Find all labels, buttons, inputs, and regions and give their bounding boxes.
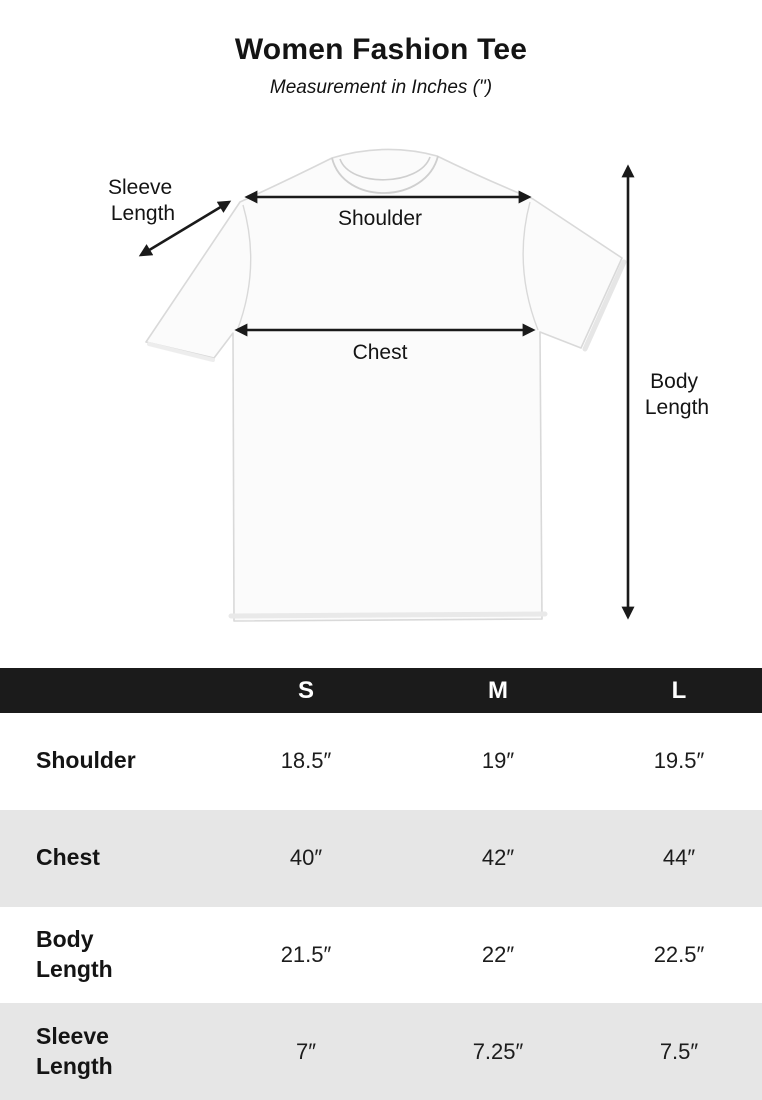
shoulder-s-value: 18.5″ <box>280 748 332 774</box>
page-subtitle: Measurement in Inches (") <box>269 76 493 98</box>
table-row-shoulder <box>0 713 762 810</box>
sleeve-length-s-value: 7″ <box>295 1038 317 1064</box>
row-label-sleeve-length: Sleeve Length <box>36 1022 113 1079</box>
sleeve-length-m-value: 7.25″ <box>472 1038 524 1064</box>
chest-label: Chest <box>352 341 408 364</box>
tshirt-measurement-diagram <box>0 118 762 668</box>
body-length-m-value: 22″ <box>481 941 515 967</box>
size-column-m: M <box>488 676 508 704</box>
chest-l-value: 44″ <box>662 845 696 871</box>
sleeve-length-label: Sleeve Length <box>107 176 176 225</box>
body-length-label: Body Length <box>644 370 710 419</box>
body-length-s-value: 21.5″ <box>280 941 332 967</box>
table-row-chest <box>0 810 762 907</box>
bottom-hem-shadow <box>231 614 545 616</box>
size-table-header <box>0 668 762 713</box>
size-table <box>0 668 762 1100</box>
row-label-chest: Chest <box>36 844 100 871</box>
sleeve-length-l-value: 7.5″ <box>659 1038 699 1064</box>
table-row-body-length <box>0 907 762 1004</box>
shoulder-l-value: 19.5″ <box>653 748 705 774</box>
chest-m-value: 42″ <box>481 845 515 871</box>
shoulder-label: Shoulder <box>337 207 423 230</box>
body-length-l-value: 22.5″ <box>653 941 705 967</box>
size-column-l: L <box>671 676 687 704</box>
size-column-s: S <box>297 676 314 704</box>
row-label-shoulder: Shoulder <box>36 747 136 774</box>
chest-s-value: 40″ <box>289 845 323 871</box>
shoulder-m-value: 19″ <box>481 748 515 774</box>
heading-block <box>0 0 762 118</box>
tshirt-diagram-svg <box>0 118 762 668</box>
table-row-sleeve-length <box>0 1003 762 1100</box>
page-title: Women Fashion Tee <box>234 33 528 66</box>
row-label-body-length: Body Length <box>36 925 113 982</box>
